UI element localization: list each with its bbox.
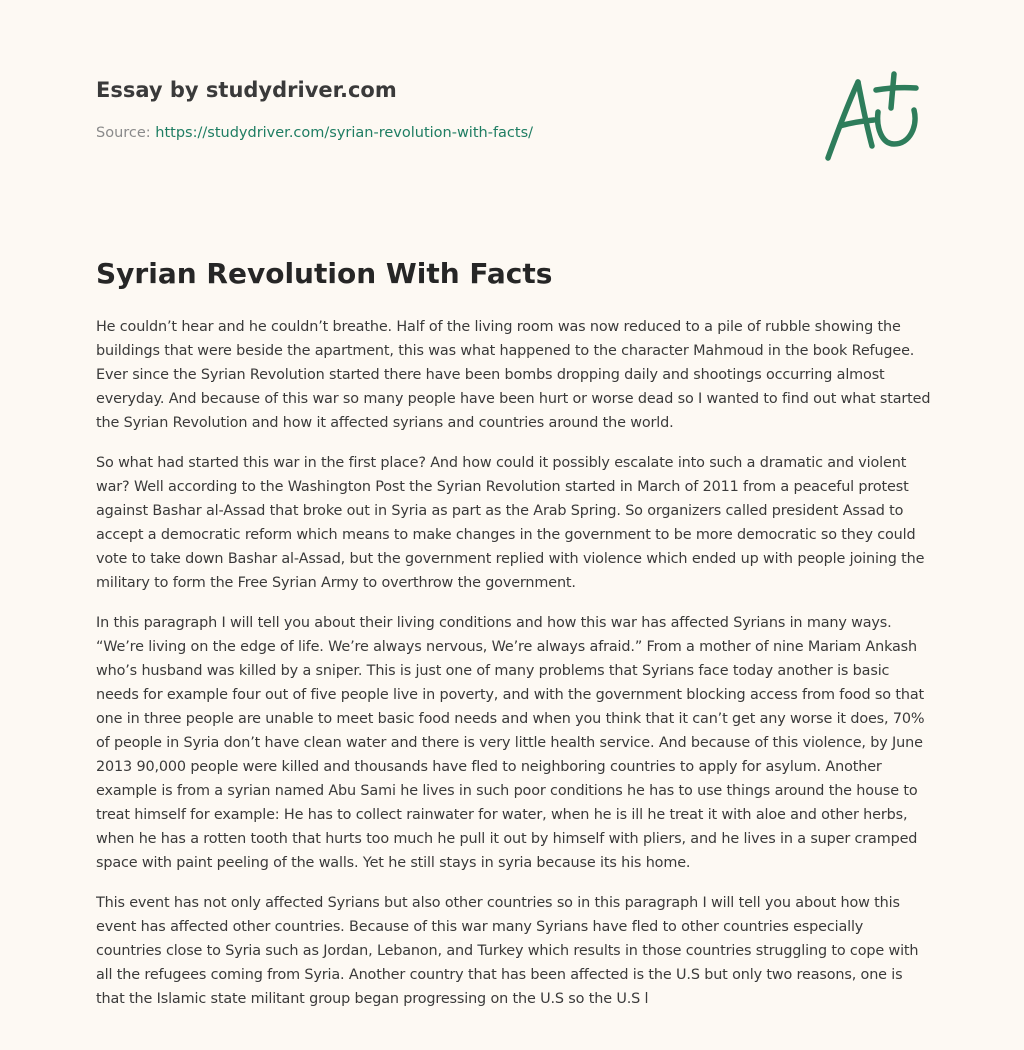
source-label: Source: (96, 125, 156, 141)
source-link[interactable]: https://studydriver.com/syrian-revolution-with-facts/ (155, 125, 534, 141)
site-title: Essay by studydriver.com (96, 78, 397, 102)
source-line (96, 122, 796, 144)
essay-header (96, 72, 796, 144)
essay-title: Syrian Revolution With Facts (96, 257, 553, 290)
essay-paragraph: He couldn’t hear and he couldn’t breathe. Half of the living room was now reduced to a pile of rubble showing the buildings that were beside the apartment, this was what happened to the character Mahmoud in the book Refugee. Ever since the Syrian Revolution started there have been bombs dropping daily and shootings occurring almost everyday. And because of this war so many people have been hurt or worse dead so I wanted to find out what started the Syrian Revolution and how it affected syrians and countries around the world. (96, 319, 931, 431)
essay-body (96, 315, 932, 1035)
essay-paragraph: So what had started this war in the first place? And how could it possibly escalate into such a dramatic and violent war? Well according to the Washington Post the Syrian Revolution started in March of 2011 from a peaceful protest against Bashar al-Assad that broke out in Syria as part as the Arab Spring. So organizers called president Assad to accept a democratic reform which means to make changes in the government to be more democratic so they could vote to take down Bashar al-Assad, but the government replied with violence which ended up with people joining the military to form the Free Syrian Army to overthrow the government. (96, 455, 925, 591)
a-plus-grade-logo-icon (818, 66, 930, 166)
essay-paragraph: In this paragraph I will tell you about their living conditions and how this war has affected Syrians in many ways. “We’re living on the edge of life. We’re always nervous, We’re always afraid.” From a mother of nine Mariam Ankash who’s husband was killed by a sniper. This is just one of many problems that Syrians face today another is basic needs for example four out of five people live in poverty, and with the government blocking access from food so that one in three people are unable to meet basic food needs and when you think that it can’t get any worse it does, 70% of people in Syria don’t have clean water and there is very little health service. And because of this violence, by June 2013 90,000 people were killed and thousands have fled to neighboring countries to apply for asylum. Another example is from a syrian named Abu Sami he lives in such poor conditions he has to use things around the house to treat himself for example: He has to collect rainwater for water, when he is ill he treat it with aloe and other herbs, when he has a rotten tooth that hurts too much he pull it out by himself with pliers, and he lives in a super cramped space with paint peeling of the walls. Yet he still stays in syria because its his home. (96, 615, 925, 871)
essay-paragraph: This event has not only affected Syrians but also other countries so in this paragraph I will tell you about how this event has affected other countries. Because of this war many Syrians have fled to other countries especially countries close to Syria such as Jordan, Lebanon, and Turkey which results in those countries struggling to cope with all the refugees coming from Syria. Another country that has been affected is the U.S but only two reasons, one is that the Islamic state militant group began progressing on the U.S so the U.S l (96, 895, 919, 1007)
